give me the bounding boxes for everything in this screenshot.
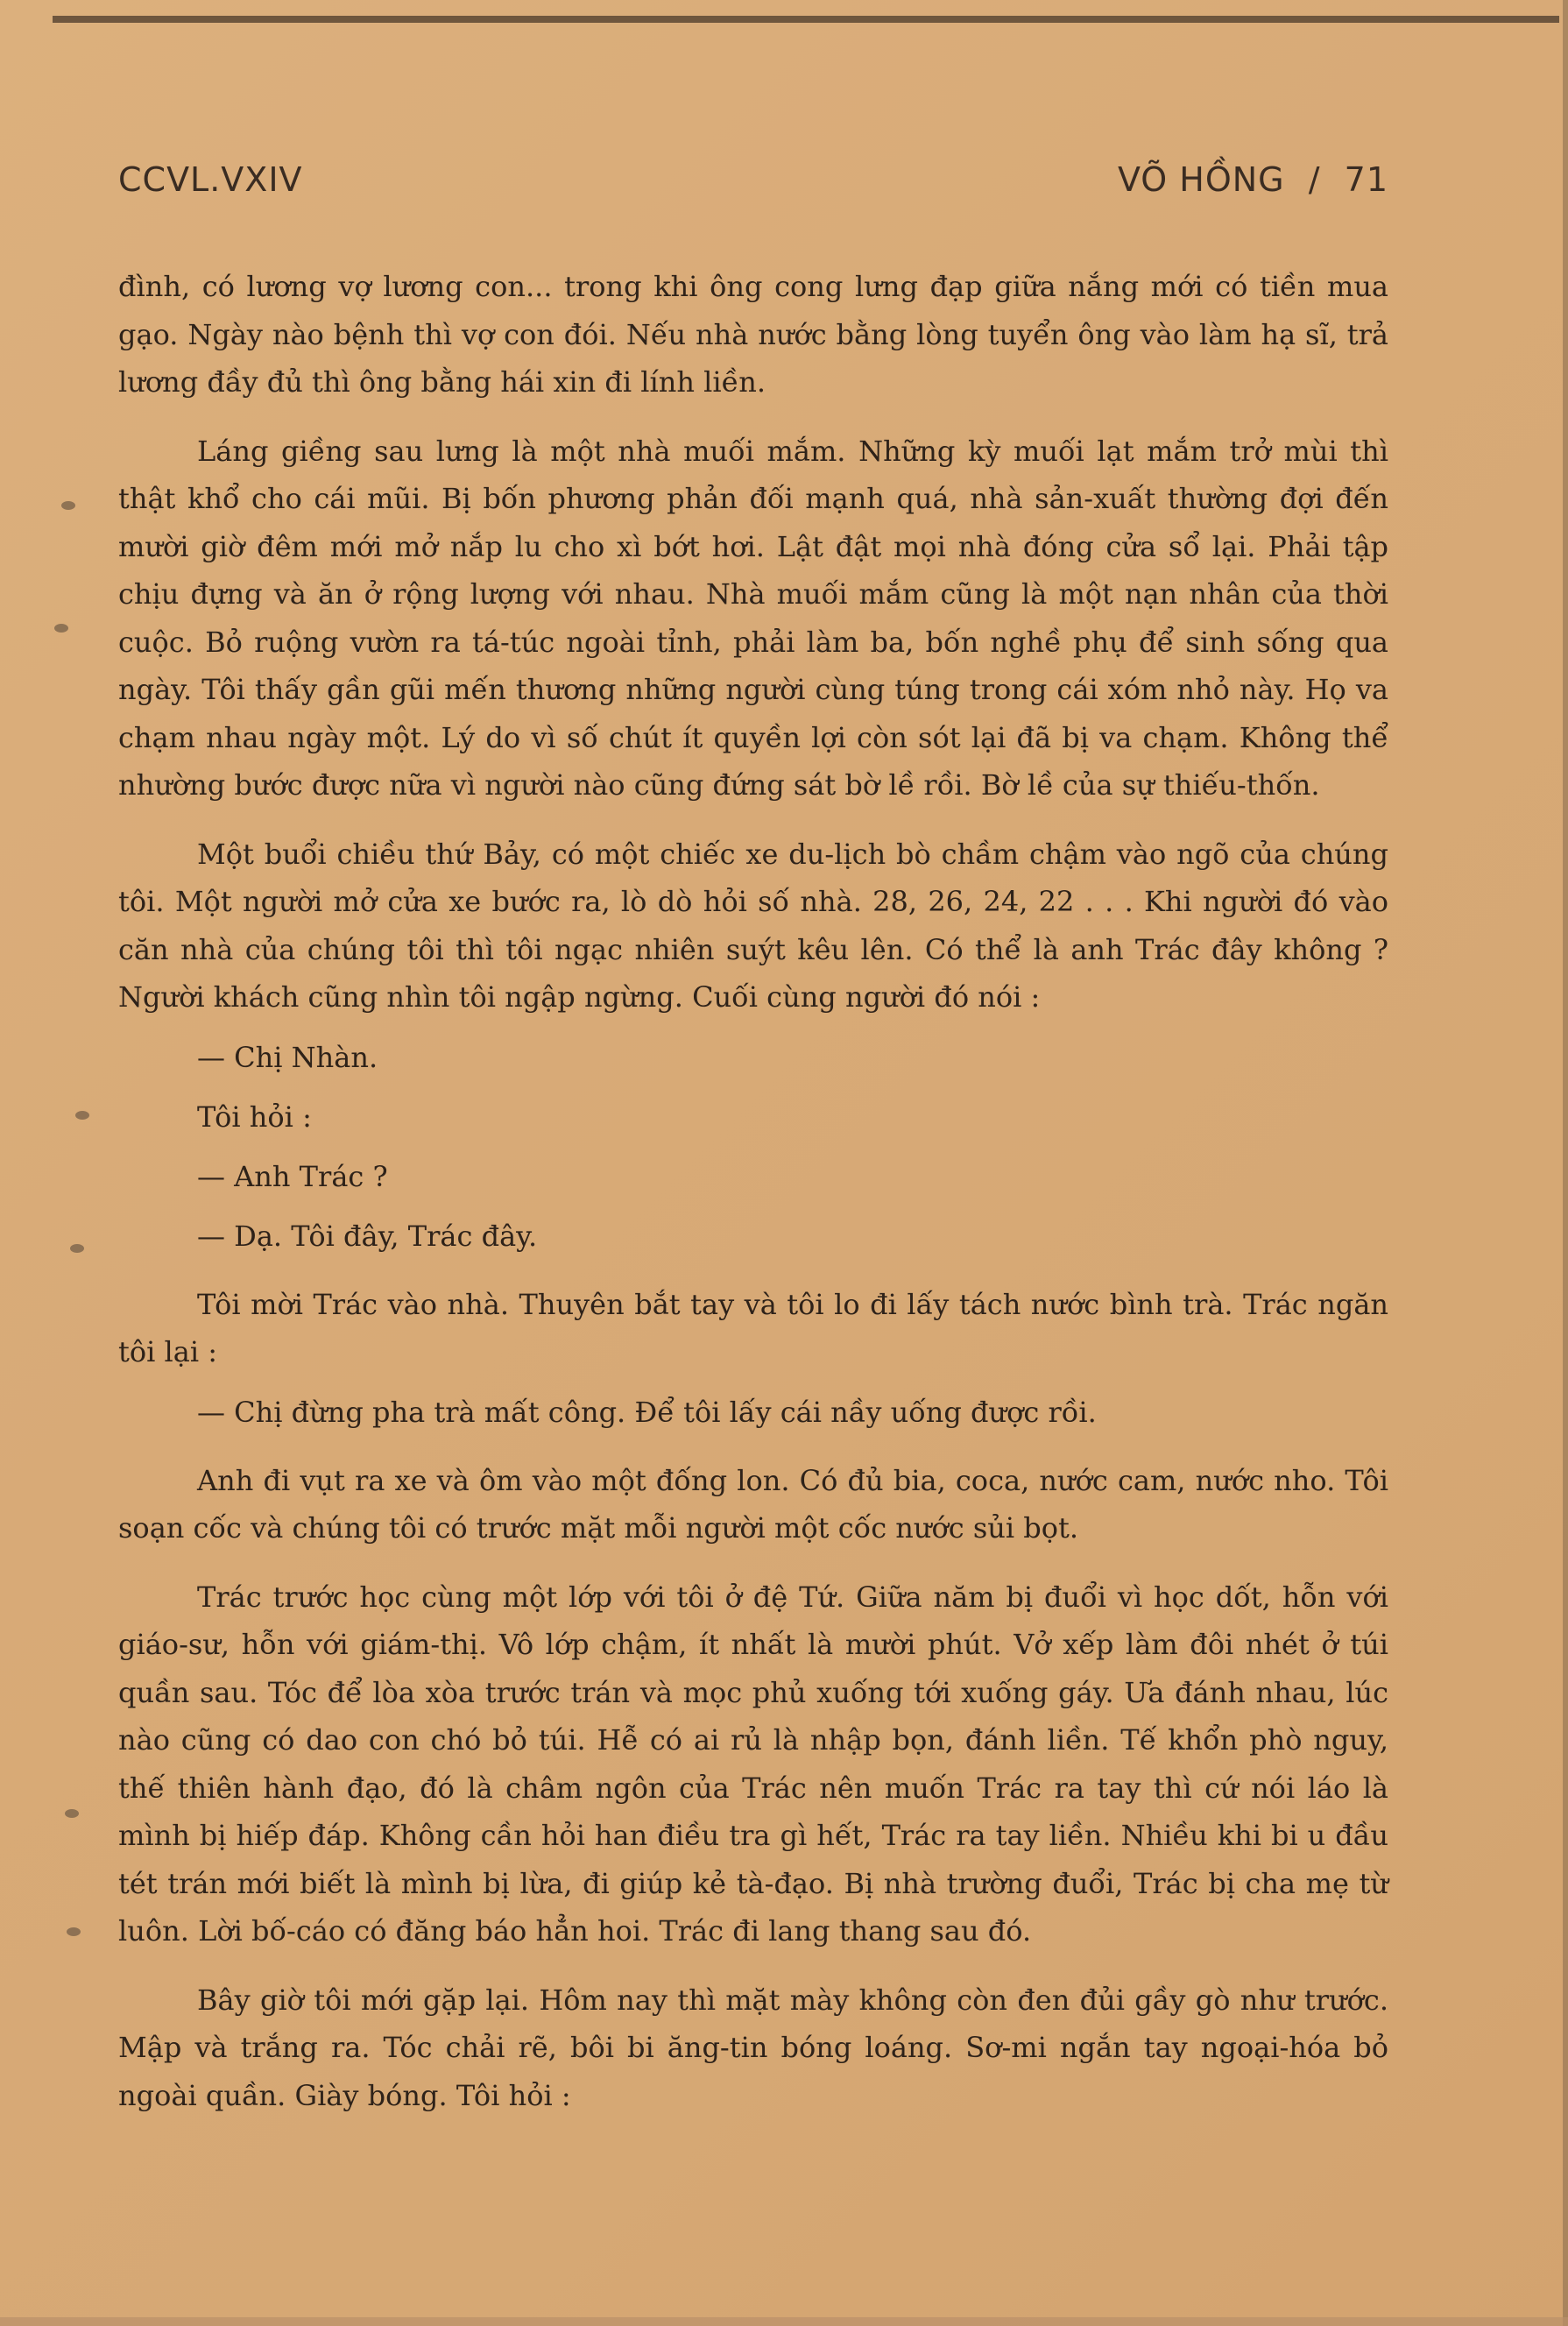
dialog-line: — Dạ. Tôi đây, Trác đây. — [197, 1219, 538, 1253]
binding-hole — [70, 1244, 84, 1253]
running-head-right — [1105, 160, 1388, 199]
dialog-line: Tôi hỏi : — [197, 1099, 312, 1134]
paragraph: Anh đi vụt ra xe và ôm vào một đống lon. Có đủ bia, coca, nước cam, nước nho. Tôi soạn cốc và chúng tôi có trước mặt mỗi người một cốc nước sủi bọt. — [118, 1463, 1388, 1545]
paragraph: Tôi mời Trác vào nhà. Thuyên bắt tay và tôi lo đi lấy tách nước bình trà. Trác ngăn tôi lại : — [118, 1287, 1388, 1368]
paragraph: Láng giềng sau lưng là một nhà muối mắm. Những kỳ muối lạt mắm trở mùi thì thật khổ cho cái mũi. Bị bốn phương phản đối mạnh quá, nhà sản-xuất thường đợi đến mười giờ đêm mới mở nắp lu cho xì bớt hơi. Lật đật mọi nhà đóng cửa sổ lại. Phải tập chịu đựng và ăn ở rộng lượng với nhau. Nhà muối mắm cũng là một nạn nhân của thời cuộc. Bỏ ruộng vườn ra tá-túc ngoài tỉnh, phải làm ba, bốn nghề phụ để sinh sống qua ngày. Tôi thấy gần gũi mến thương những người cùng túng trong cái xóm nhỏ này. Họ va chạm nhau ngày một. Lý do vì số chút ít quyền lợi còn sót lại đã bị va chạm. Không thể nhường bước được nữa vì người nào cũng đứng sát bờ lề rồi. Bờ lề của sự thiếu-thốn. — [118, 434, 1388, 802]
top-border-line — [53, 16, 1559, 23]
header-separator: / — [1308, 160, 1321, 199]
binding-hole — [54, 624, 68, 633]
running-head-left: CCVL.VXIV — [118, 160, 303, 199]
author-name: VÕ HỒNG — [1117, 160, 1285, 199]
dialog-line: — Anh Trác ? — [197, 1159, 388, 1193]
dialog-line: — Chị Nhàn. — [197, 1040, 378, 1074]
page-header — [118, 160, 1388, 209]
page-edge-bottom — [0, 2317, 1568, 2326]
paragraph: đình, có lương vợ lương con... trong khi ông cong lưng đạp giữa nắng mới có tiền mua gạo. Ngày nào bệnh thì vợ con đói. Nếu nhà nước bằng lòng tuyển ông vào làm hạ sĩ, trả lương đầy đủ thì ông bằng hái xin đi lính liền. — [118, 270, 1388, 399]
paragraph: Một buổi chiều thứ Bảy, có một chiếc xe du-lịch bò chầm chậm vào ngõ của chúng tôi. Một người mở cửa xe bước ra, lò dò hỏi số nhà. 28, 26, 24, 22 . . . Khi người đó vào căn nhà của chúng tôi thì tôi ngạc nhiên suýt kêu lên. Có thể là anh Trác đây không ? Người khách cũng nhìn tôi ngập ngừng. Cuối cùng người đó nói : — [118, 837, 1388, 1014]
binding-hole — [67, 1927, 81, 1936]
page-number: 71 — [1344, 160, 1388, 199]
dialog-line: — Chị đừng pha trà mất công. Để tôi lấy cái nầy uống được rồi. — [197, 1395, 1097, 1429]
binding-hole — [75, 1111, 89, 1120]
page-body — [118, 263, 1388, 2119]
binding-hole — [61, 501, 75, 510]
page-edge — [1563, 0, 1568, 2326]
binding-hole — [65, 1809, 79, 1818]
paragraph: Trác trước học cùng một lớp với tôi ở đệ Tứ. Giữa năm bị đuổi vì học dốt, hỗn với giáo-sư, hỗn với giám-thị. Vô lớp chậm, ít nhất là mười phút. Vở xếp làm đôi nhét ở túi quần sau. Tóc để lòa xòa trước trán và mọc phủ xuống tới xuống gáy. Ưa đánh nhau, lúc nào cũng có dao con chó bỏ túi. Hễ có ai rủ là nhập bọn, đánh liền. Tế khổn phò nguy, thế thiên hành đạo, đó là châm ngôn của Trác nên muốn Trác ra tay thì cứ nói láo là mình bị hiếp đáp. Không cần hỏi han điều tra gì hết, Trác ra tay liền. Nhiều khi bi u đầu tét trán mới biết là mình bị lừa, đi giúp kẻ tà-đạo. Bị nhà trường đuổi, Trác bị cha mẹ từ luôn. Lời bố-cáo có đăng báo hẳn hoi. Trác đi lang thang sau đó. — [118, 1580, 1388, 1948]
paragraph: Bây giờ tôi mới gặp lại. Hôm nay thì mặt mày không còn đen đủi gầy gò như trước. Mập và trắng ra. Tóc chải rẽ, bôi bi ăng-tin bóng loáng. Sơ-mi ngắn tay ngoại-hóa bỏ ngoài quần. Giày bóng. Tôi hỏi : — [118, 1983, 1388, 2112]
